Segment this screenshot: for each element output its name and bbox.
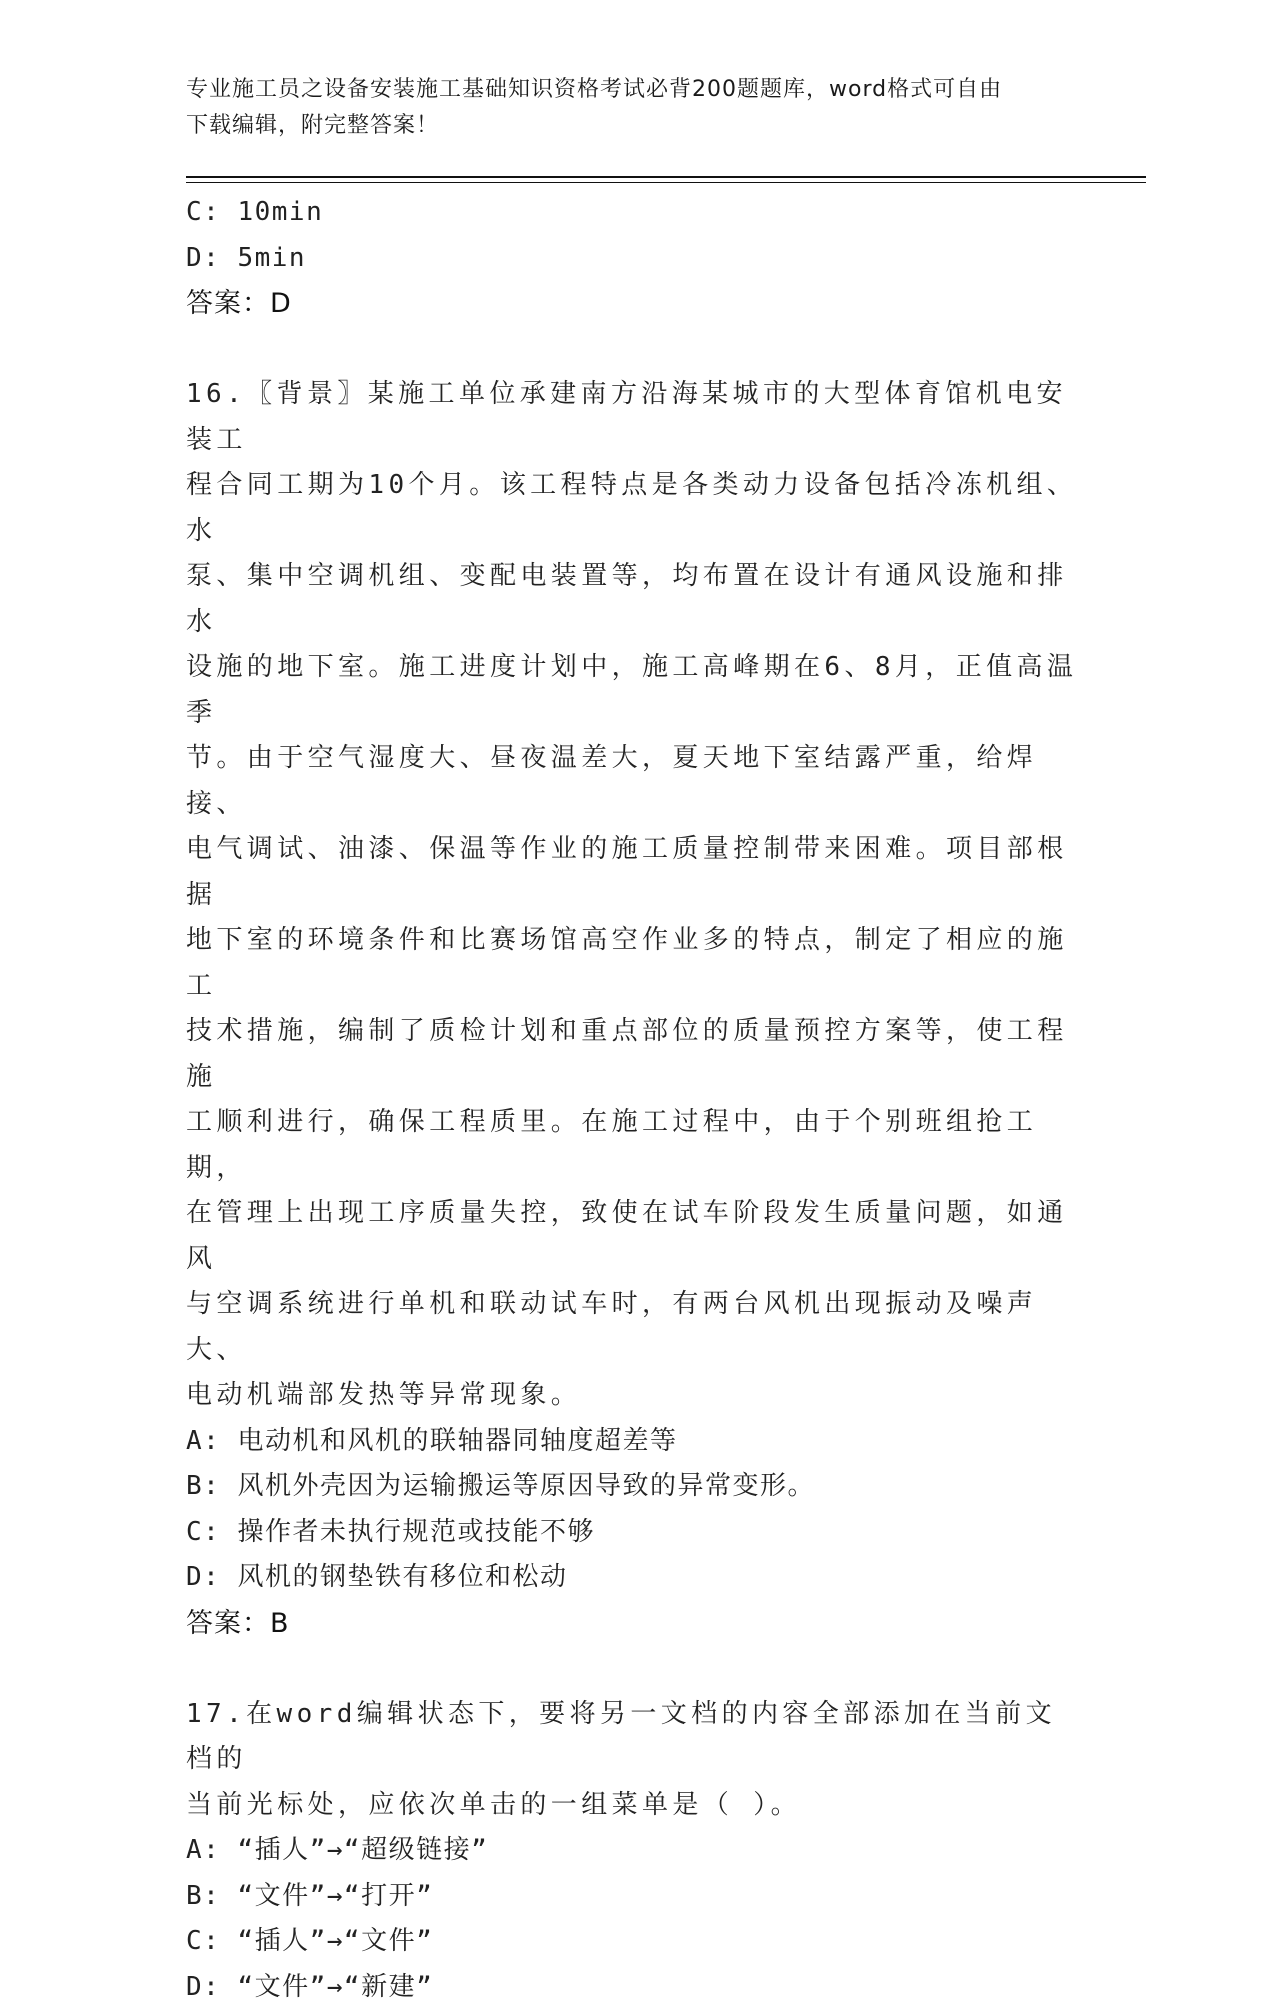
q17-option-b: B: “文件”→“打开”	[186, 1874, 1086, 1920]
spacer	[186, 327, 1086, 373]
q15-answer: 答案：D	[186, 281, 1086, 327]
q16-stem-line: 16.〖背景〗某施工单位承建南方沿海某城市的大型体育馆机电安装工	[186, 372, 1086, 463]
header-rule-thick	[186, 176, 1146, 178]
q16-stem-line: 电动机端部发热等异常现象。	[186, 1373, 1086, 1419]
q16-stem-line: 地下室的环境条件和比赛场馆高空作业多的特点，制定了相应的施工	[186, 918, 1086, 1009]
q16-option-d: D: 风机的钢垫铁有移位和松动	[186, 1555, 1086, 1601]
q17-option-a: A: “插人”→“超级链接”	[186, 1828, 1086, 1874]
q16-stem-line: 技术措施，编制了质检计划和重点部位的质量预控方案等，使工程施	[186, 1009, 1086, 1100]
document-body	[186, 190, 1086, 2010]
header-line-1: 专业施工员之设备安装施工基础知识资格考试必背200题题库，word格式可自由	[186, 72, 1066, 108]
q17-option-d: D: “文件”→“新建”	[186, 1965, 1086, 2010]
q17-stem	[186, 1692, 1086, 1829]
q16-stem-line: 工顺利进行，确保工程质里。在施工过程中，由于个别班组抢工期，	[186, 1100, 1086, 1191]
q16-stem-line: 电气调试、油漆、保温等作业的施工质量控制带来困难。项目部根据	[186, 827, 1086, 918]
q15-option-c: C: 10min	[186, 190, 1086, 236]
header-line-2: 下载编辑，附完整答案！	[186, 108, 1066, 144]
q16-stem-line: 泵、集中空调机组、变配电装置等，均布置在设计有通风设施和排水	[186, 554, 1086, 645]
q16-stem-line: 节。由于空气湿度大、昼夜温差大，夏天地下室结露严重，给焊接、	[186, 736, 1086, 827]
q16-stem-line: 与空调系统进行单机和联动试车时，有两台风机出现振动及噪声大、	[186, 1282, 1086, 1373]
document-header	[186, 72, 1066, 144]
spacer	[186, 1646, 1086, 1692]
q15-option-d: D: 5min	[186, 236, 1086, 282]
q16-stem-line: 程合同工期为10个月。该工程特点是各类动力设备包括冷冻机组、水	[186, 463, 1086, 554]
q16-option-b: B: 风机外壳因为运输搬运等原因导致的异常变形。	[186, 1464, 1086, 1510]
q16-option-c: C: 操作者未执行规范或技能不够	[186, 1510, 1086, 1556]
q16-stem-line: 在管理上出现工序质量失控，致使在试车阶段发生质量问题，如通风	[186, 1191, 1086, 1282]
q16-answer: 答案：B	[186, 1601, 1086, 1647]
q17-stem-line: 17.在word编辑状态下，要将另一文档的内容全部添加在当前文档的	[186, 1692, 1086, 1783]
q16-option-a: A: 电动机和风机的联轴器同轴度超差等	[186, 1419, 1086, 1465]
header-rule-thin	[186, 182, 1146, 183]
q17-option-c: C: “插人”→“文件”	[186, 1919, 1086, 1965]
q16-stem-line: 设施的地下室。施工进度计划中，施工高峰期在6、8月，正值高温季	[186, 645, 1086, 736]
q17-stem-line: 当前光标处，应依次单击的一组菜单是（ ）。	[186, 1783, 1086, 1829]
q16-stem	[186, 372, 1086, 1419]
